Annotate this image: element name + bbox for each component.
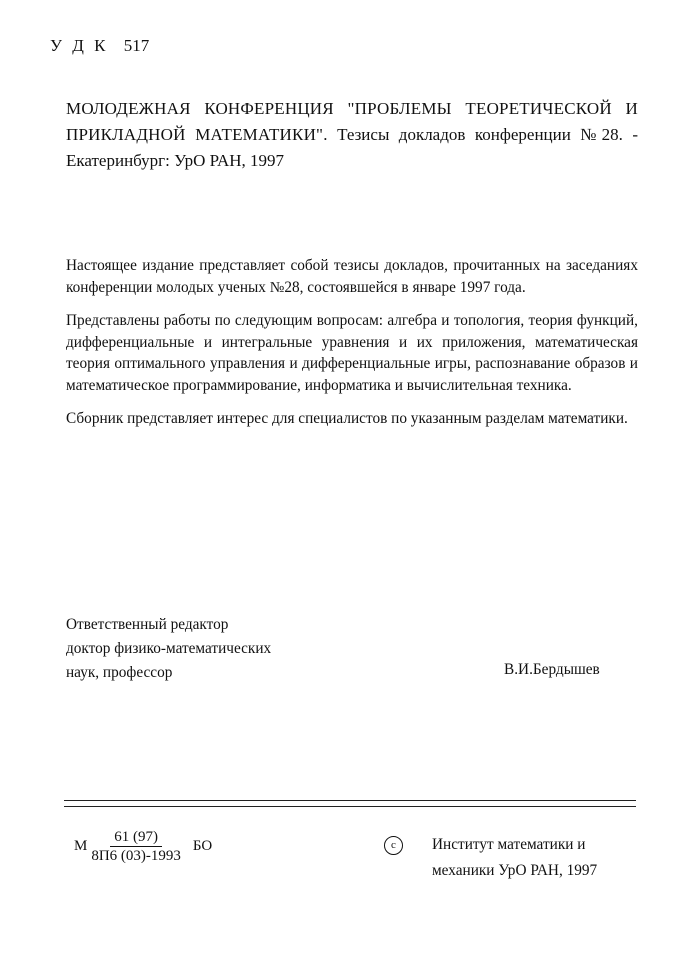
code-prefix: М — [74, 838, 88, 854]
document-title — [66, 96, 638, 174]
copyright-holder — [432, 832, 597, 884]
divider-top — [64, 800, 636, 801]
abstract-paragraph-2: Представлены работы по следующим вопросам: алгебра и топология, теория функций, дифференциальные и интегральные уравнения и их приложения, математическая теория оптимального управления и дифференциальные игры, распознавание образов и математическое программирование, информатика и вычислительная техника. — [66, 312, 638, 394]
abstract — [66, 255, 638, 442]
publication-code — [74, 828, 212, 865]
code-fraction — [89, 828, 183, 865]
editor-title: наук, профессор — [66, 664, 173, 681]
udk-line — [50, 36, 149, 56]
udk-number: 517 — [123, 36, 150, 55]
editor-role: Ответственный редактор — [66, 616, 229, 633]
abstract-paragraph-3: Сборник представляет интерес для специалистов по указанным разделам математики. — [66, 410, 628, 427]
udk-label: У Д К — [50, 36, 109, 55]
responsible-editor — [66, 613, 271, 685]
title-details: Тезисы докладов конференции №28. - Екатеринбург: УрО РАН, 1997 — [66, 125, 639, 170]
copyright-line-1: Институт математики и — [432, 836, 586, 853]
editor-name: В.И.Бердышев — [504, 661, 600, 678]
conference-name: МОЛОДЕЖНАЯ КОНФЕРЕНЦИЯ "ПРОБЛЕМЫ ТЕОРЕТИЧЕСКОЙ И ПРИКЛАДНОЙ МАТЕМАТИКИ". — [66, 99, 638, 144]
abstract-paragraph-1: Настоящее издание представляет собой тезисы докладов, прочитанных на заседаниях конференции молодых ученых №28, состоявшейся в январе 1997 года. — [66, 257, 638, 296]
code-numerator: 61 (97) — [110, 828, 162, 847]
code-denominator: 8П6 (03)-1993 — [91, 848, 181, 864]
divider-bottom — [64, 806, 636, 807]
copyright-icon: c — [384, 836, 403, 855]
editor-degree: доктор физико-математических — [66, 640, 272, 657]
copyright-line-2: механики УрО РАН, 1997 — [432, 862, 598, 879]
code-suffix: БО — [192, 838, 213, 854]
